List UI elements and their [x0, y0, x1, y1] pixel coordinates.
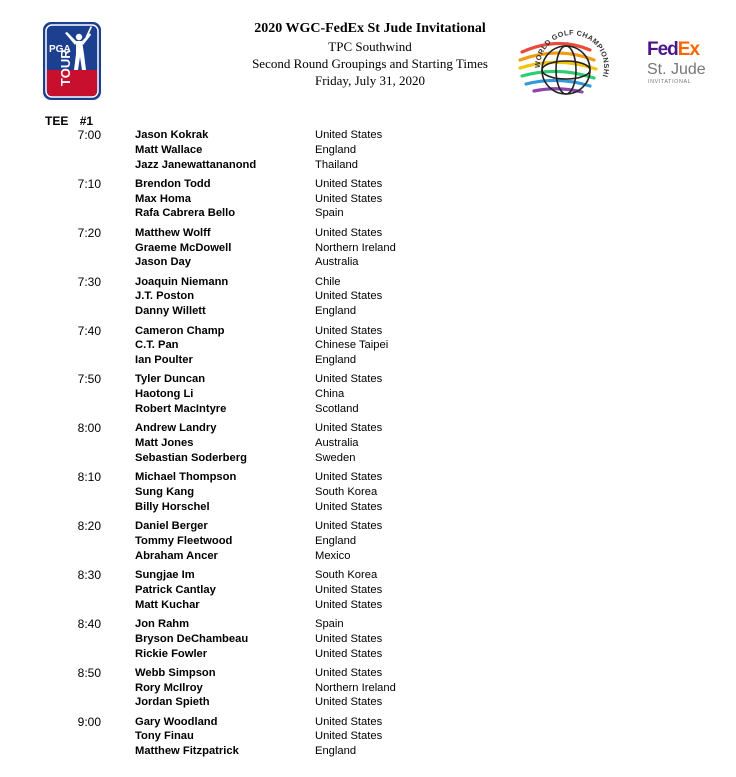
tee-time-group [0, 568, 736, 617]
st-jude-text: St. Jude [647, 61, 706, 78]
tee-number: #1 [79, 114, 94, 128]
player-row [0, 143, 736, 158]
player-row [0, 681, 736, 696]
player-name: Michael Thompson [135, 471, 237, 484]
player-row [0, 255, 736, 270]
player-country: England [315, 534, 357, 547]
wgc-text: WORLD GOLF CHAMPIONSHI [532, 27, 612, 79]
player-name: Daniel Berger [135, 520, 208, 533]
player-name: Tony Finau [135, 730, 194, 743]
player-row [0, 729, 736, 744]
player-name: Jason Kokrak [135, 129, 209, 141]
player-name: Abraham Ancer [135, 549, 218, 562]
player-country: United States [315, 500, 383, 513]
tee-time-group [0, 470, 736, 519]
player-country: Northern Ireland [315, 241, 396, 254]
tee-time-group [0, 519, 736, 568]
player-row [0, 583, 736, 598]
invitational-text: INVITATIONAL [648, 79, 692, 85]
player-name: Rafa Cabrera Bello [135, 207, 236, 220]
player-country: Australia [315, 256, 359, 269]
player-row [0, 206, 736, 221]
player-row [0, 470, 736, 485]
player-row [0, 485, 736, 500]
player-row [0, 744, 736, 759]
tee-time-group [0, 128, 736, 177]
tee-times-list [0, 128, 736, 764]
player-country: United States [315, 373, 383, 386]
player-country: United States [315, 471, 383, 484]
pga-tour-logo [41, 20, 103, 102]
player-row [0, 192, 736, 207]
player-name: Matt Kuchar [135, 598, 200, 611]
player-row [0, 128, 736, 143]
player-country: United States [315, 177, 383, 190]
tee-time: 7:00 [77, 128, 101, 142]
player-country: Chinese Taipei [315, 339, 389, 352]
player-name: Matt Wallace [135, 143, 203, 156]
player-row [0, 324, 736, 339]
tee-time: 8:10 [77, 470, 101, 485]
tee-time: 8:40 [77, 616, 101, 631]
player-country: England [315, 745, 357, 758]
player-row [0, 289, 736, 304]
player-name: Sung Kang [135, 486, 195, 499]
player-name: Brendon Todd [135, 177, 211, 190]
player-row [0, 568, 736, 583]
round-date: Friday, July 31, 2020 [314, 73, 426, 88]
tee-time: 7:50 [77, 372, 101, 387]
player-country: Scotland [315, 403, 359, 416]
tee-time-group [0, 275, 736, 324]
player-country: Chile [315, 275, 341, 288]
player-name: Max Homa [135, 192, 191, 205]
player-row [0, 695, 736, 710]
player-row [0, 241, 736, 256]
player-name: Jazz Janewattananond [135, 158, 257, 171]
player-row [0, 421, 736, 436]
player-name: Jordan Spieth [135, 696, 210, 709]
player-row [0, 598, 736, 613]
player-country: United States [315, 696, 383, 709]
tee-time-group [0, 715, 736, 764]
player-name: Sebastian Soderberg [135, 451, 247, 464]
player-country: United States [315, 715, 383, 728]
player-name: Gary Woodland [135, 715, 218, 728]
player-row [0, 715, 736, 730]
player-name: Robert MacIntyre [135, 403, 227, 416]
player-row [0, 500, 736, 515]
tour-text: TOUR [58, 49, 73, 86]
svg-text:FedEx [647, 39, 700, 60]
player-country: United States [315, 422, 383, 435]
tee-time: 7:20 [77, 225, 101, 240]
wgc-logo [518, 22, 630, 100]
player-name: J.T. Poston [135, 290, 195, 303]
player-country: Sweden [315, 451, 356, 464]
tee-time-group [0, 226, 736, 275]
player-name: Sungjae Im [135, 569, 195, 582]
player-country: South Korea [315, 486, 378, 499]
player-row [0, 304, 736, 319]
player-country: United States [315, 520, 383, 533]
round-description: Second Round Groupings and Starting Times [252, 56, 488, 71]
player-name: Jon Rahm [135, 617, 190, 630]
player-row [0, 534, 736, 549]
player-name: Andrew Landry [135, 422, 217, 435]
player-country: United States [315, 598, 383, 611]
document-header [160, 20, 580, 89]
tee-time: 7:40 [77, 323, 101, 338]
player-country: United States [315, 290, 383, 303]
player-row [0, 451, 736, 466]
fedex-logo-graphic [645, 37, 725, 89]
player-row [0, 632, 736, 647]
player-row [0, 275, 736, 290]
player-name: Ian Poulter [135, 354, 193, 367]
player-row [0, 647, 736, 662]
player-name: Danny Willett [135, 305, 206, 318]
player-country: United States [315, 226, 383, 239]
tee-time: 8:20 [77, 519, 101, 534]
player-country: United States [315, 324, 383, 337]
player-name: Rory McIlroy [135, 681, 203, 694]
player-row [0, 338, 736, 353]
player-country: South Korea [315, 569, 378, 582]
player-row [0, 519, 736, 534]
player-row [0, 177, 736, 192]
player-name: Jason Day [135, 256, 191, 269]
player-country: Thailand [315, 158, 358, 171]
player-name: Tyler Duncan [135, 373, 206, 386]
player-country: United States [315, 192, 383, 205]
player-row [0, 158, 736, 173]
player-name: Matt Jones [135, 437, 194, 450]
player-country: Australia [315, 437, 359, 450]
player-name: Rickie Fowler [135, 647, 208, 660]
player-row [0, 353, 736, 368]
tee-time: 7:10 [77, 176, 101, 191]
fedex-st-jude-logo [645, 37, 725, 89]
player-country: England [315, 305, 357, 318]
tee-word: TEE [45, 114, 69, 128]
player-name: Patrick Cantlay [135, 583, 216, 596]
tee-time-group [0, 372, 736, 421]
player-row [0, 402, 736, 417]
player-name: Billy Horschel [135, 500, 210, 513]
tee-time: 9:00 [77, 714, 101, 729]
player-country: England [315, 354, 357, 367]
player-name: C.T. Pan [135, 339, 179, 352]
player-name: Tommy Fleetwood [135, 534, 233, 547]
player-name: Cameron Champ [135, 324, 225, 337]
pga-tour-logo-graphic [41, 20, 103, 102]
player-name: Bryson DeChambeau [135, 632, 249, 645]
player-country: Spain [315, 207, 344, 220]
player-row [0, 372, 736, 387]
player-row [0, 617, 736, 632]
player-row [0, 226, 736, 241]
player-country: United States [315, 730, 383, 743]
tournament-title: 2020 WGC-FedEx St Jude Invitational [254, 21, 486, 36]
tee-time: 8:50 [77, 665, 101, 680]
tee-label [45, 114, 93, 128]
tee-time: 7:30 [77, 274, 101, 289]
tee-time: 8:30 [77, 568, 101, 583]
player-country: United States [315, 647, 383, 660]
player-country: England [315, 143, 357, 156]
player-country: Northern Ireland [315, 681, 396, 694]
player-country: United States [315, 666, 383, 679]
player-country: United States [315, 583, 383, 596]
pga-text: PGA [49, 44, 71, 55]
player-row [0, 387, 736, 402]
player-name: Joaquin Niemann [135, 275, 229, 288]
player-name: Haotong Li [135, 388, 194, 401]
player-country: United States [315, 129, 383, 141]
player-country: China [315, 388, 345, 401]
tee-time-group [0, 666, 736, 715]
fedex-ex-text: Ex [677, 39, 700, 60]
course-name: TPC Southwind [328, 39, 412, 54]
player-name: Matthew Wolff [135, 226, 211, 239]
player-name: Graeme McDowell [135, 241, 232, 254]
tee-time: 8:00 [77, 421, 101, 436]
fedex-fed-text: Fed [647, 39, 678, 60]
tee-time-group [0, 421, 736, 470]
player-name: Webb Simpson [135, 666, 216, 679]
player-row [0, 436, 736, 451]
player-country: United States [315, 632, 383, 645]
tee-time-group [0, 324, 736, 373]
player-country: Spain [315, 617, 344, 630]
tee-time-group [0, 177, 736, 226]
tee-time-group [0, 617, 736, 666]
player-row [0, 666, 736, 681]
wgc-globe-graphic [518, 22, 630, 100]
player-name: Matthew Fitzpatrick [135, 745, 239, 758]
player-row [0, 549, 736, 564]
player-country: Mexico [315, 549, 351, 562]
